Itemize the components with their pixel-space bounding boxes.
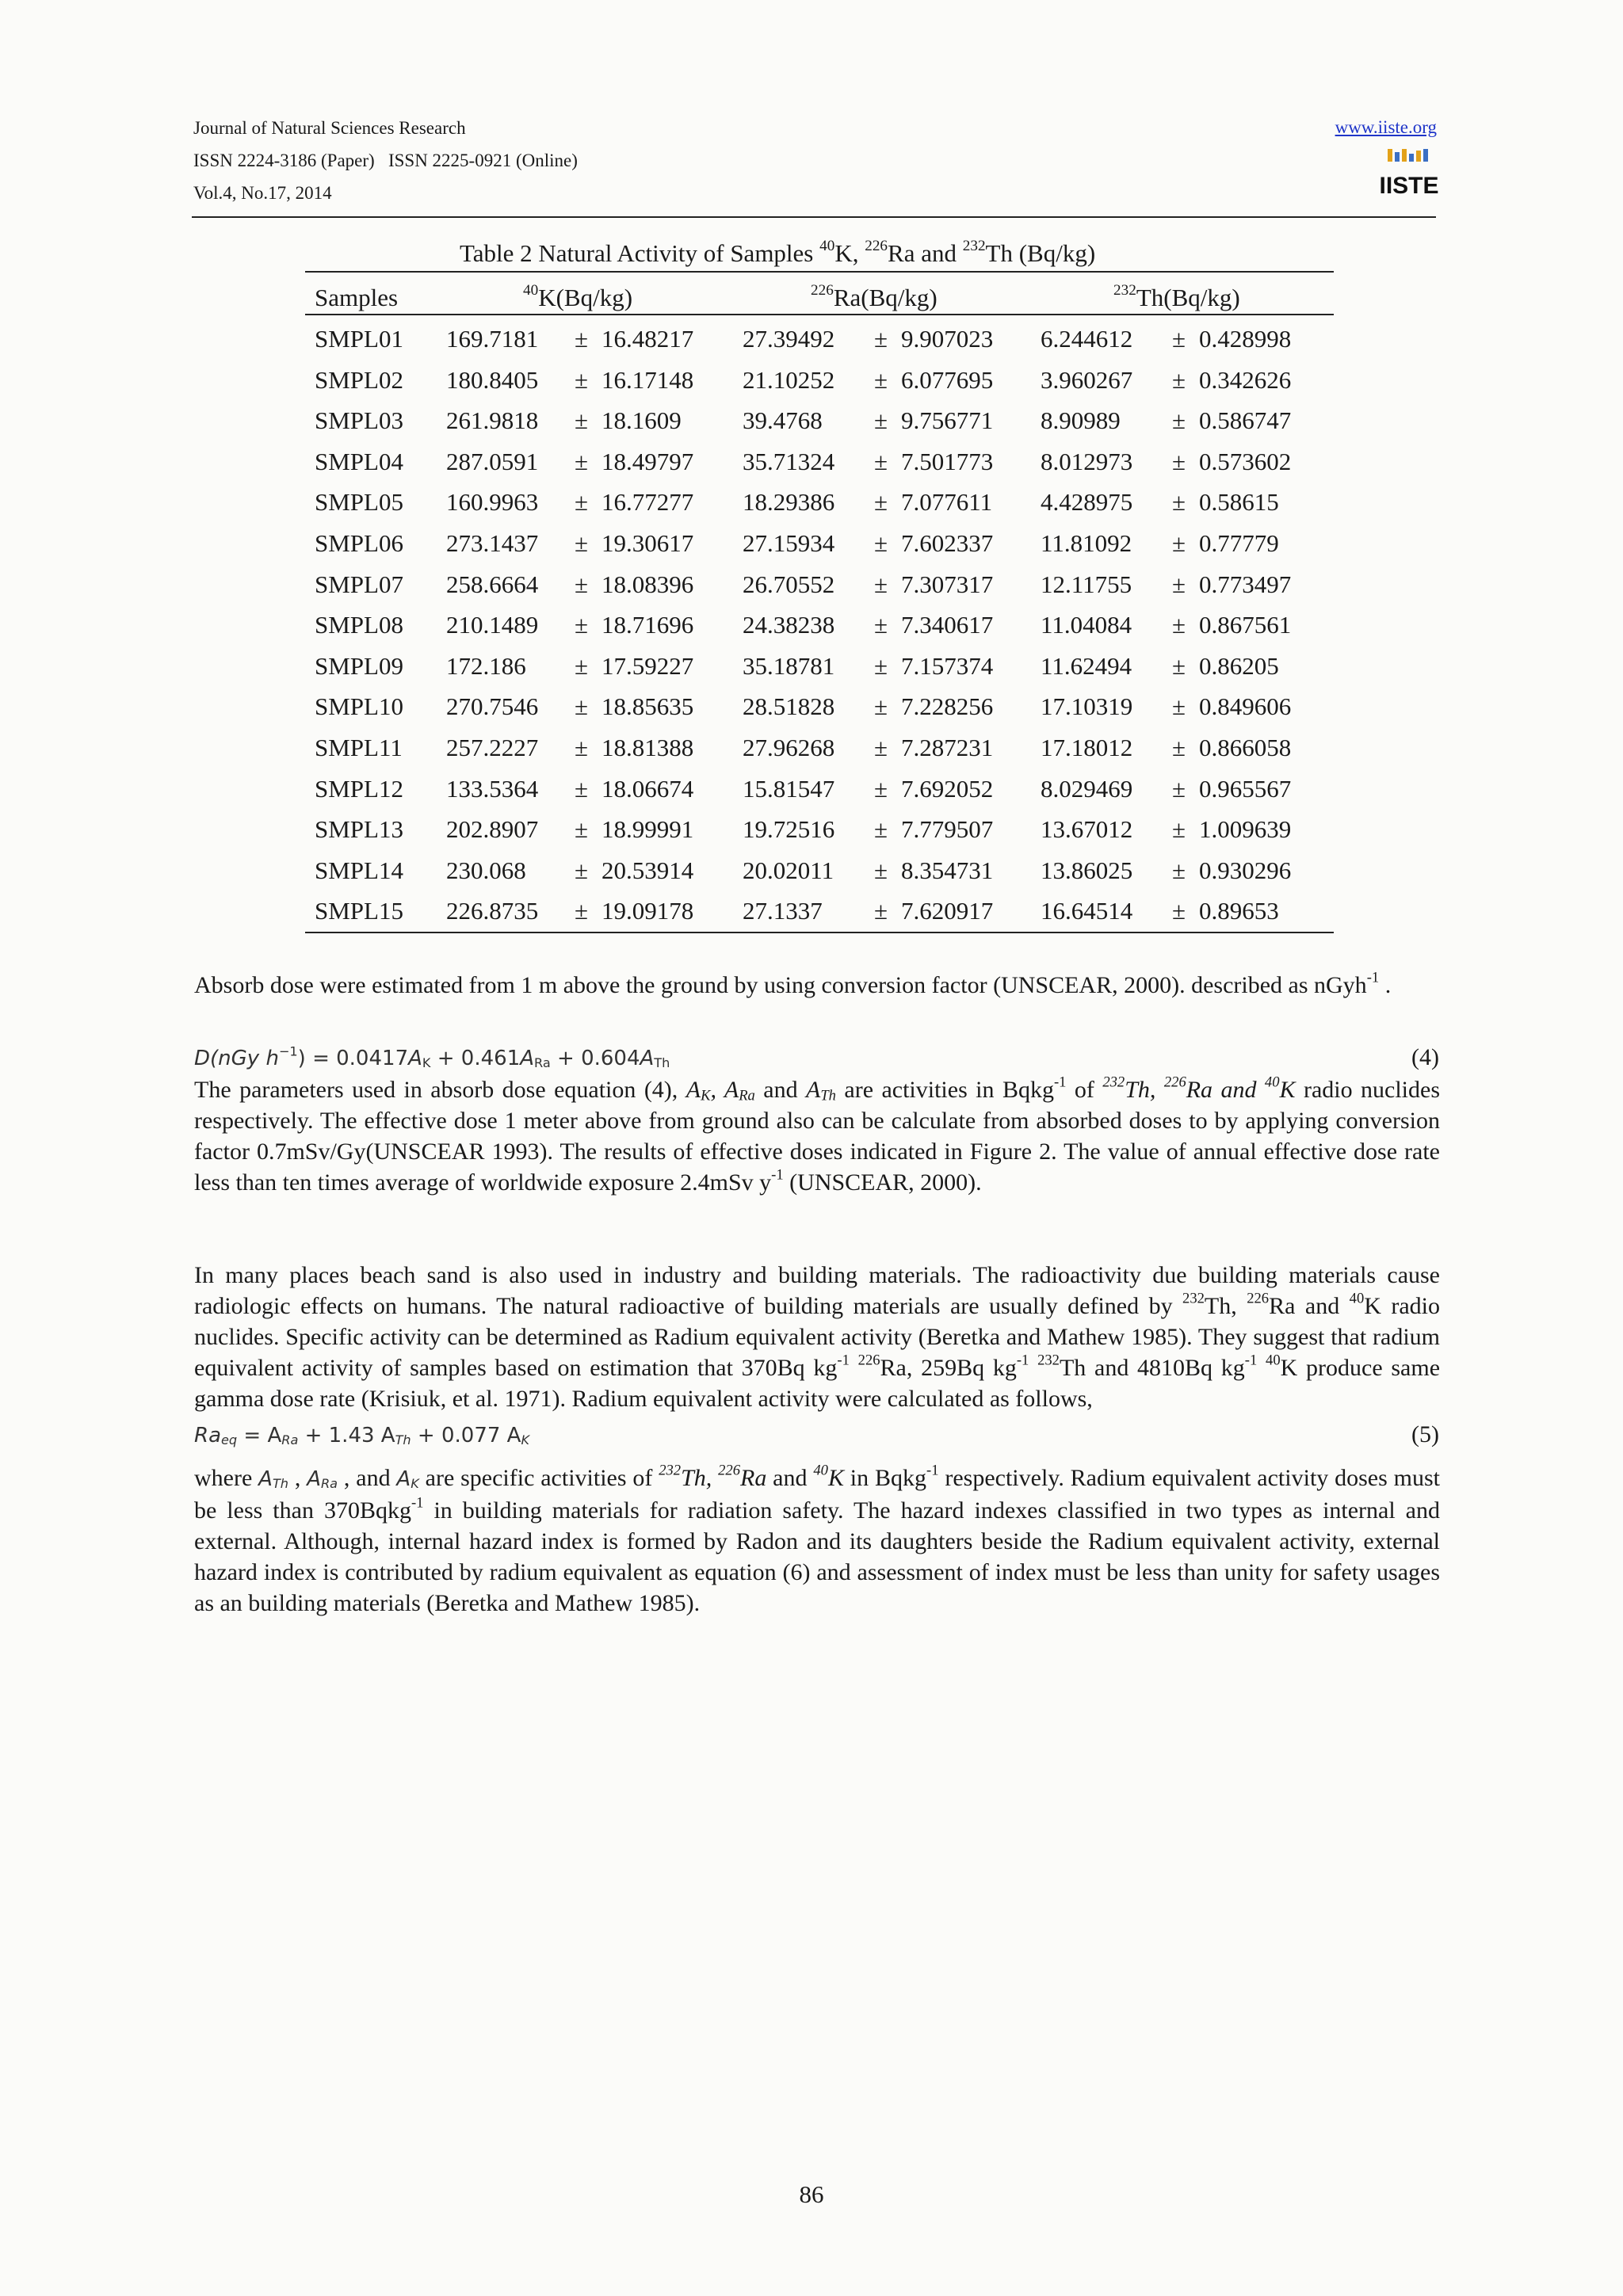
th-value-cell: 4.428975: [1041, 488, 1133, 517]
plus-minus-sign: ±: [874, 570, 888, 598]
plus-minus-sign: ±: [1172, 897, 1186, 925]
ra-value-cell: 39.4768: [743, 406, 823, 435]
plus-minus-sign: ±: [874, 774, 888, 803]
k-value-cell: 180.8405: [446, 365, 539, 394]
header-samples: Samples: [315, 284, 399, 311]
sample-id-cell: SMPL01: [315, 325, 403, 353]
ra-error-cell: 7.228256: [901, 692, 994, 721]
equation-4-number: (4): [1411, 1044, 1439, 1070]
table-row: [305, 400, 1334, 441]
ra-error-cell: 7.779507: [901, 815, 994, 844]
equation-5: $Ra_{eq} = A_{Ra} + 1.43$ $A_{Th} + 0.077$ $A_K$: [194, 1424, 530, 1448]
th-error-cell: 0.58615: [1199, 488, 1279, 517]
ra-value-cell: 27.96268: [743, 734, 835, 761]
th-error-cell: 0.86205: [1199, 651, 1279, 680]
table-row: [305, 727, 1334, 769]
sample-id-cell: SMPL10: [315, 692, 403, 721]
th-error-cell: 0.428998: [1199, 325, 1292, 353]
plus-minus-sign: ±: [874, 611, 888, 639]
sample-id-cell: SMPL05: [315, 488, 403, 517]
sample-id-cell: SMPL03: [315, 406, 403, 435]
k-error-cell: 16.77277: [601, 488, 694, 517]
sample-id-cell: SMPL15: [315, 897, 403, 925]
k-value-cell: 257.2227: [446, 734, 539, 761]
plus-minus-sign: ±: [1172, 856, 1186, 884]
ra-error-cell: 7.692052: [901, 774, 994, 803]
paragraph-absorbed-dose: Absorb dose were estimated from 1 m above the ground by using conversion factor (UNSCEAR, 2000). described as nGyh$^{-1}$ .: [194, 969, 1392, 998]
th-error-cell: 1.009639: [1199, 815, 1292, 844]
plus-minus-sign: ±: [874, 856, 888, 884]
table-caption: Table 2 Natural Activity of Samples $^{40}$K, $^{226}$Ra and $^{232}$Th (Bq/kg): [460, 238, 1096, 267]
plus-minus-sign: ±: [1172, 529, 1186, 557]
plus-minus-sign: ±: [874, 406, 888, 435]
k-value-cell: 133.5364: [446, 774, 539, 803]
paragraph-radium-equivalent: where $A_{Th}$ , $A_{Ra}$ , and $A_K$ are specific activities of $^{232}$Th, $^{226}$Ra and $^{40}$K in Bqkg$^{-1}$ respectively. Radium equivalent activity doses must be less than 370Bqkg$^{-1}$ in building materials for radiation safety. The hazard indexes classified in two types as internal and external. Although, internal hazard index is formed by Radon and its daughters beside the Radium equivalent activity, external hazard index is contributed by radium equivalent as equation (6) and assessment of index must be less than unity for safety usages as an building materials (Beretka and Mathew 1985).: [194, 1462, 1441, 1616]
plus-minus-sign: ±: [1172, 611, 1186, 639]
table-top-rule: [305, 271, 1334, 273]
ra-value-cell: 27.39492: [743, 325, 835, 353]
plus-minus-sign: ±: [874, 447, 888, 475]
table-row: [305, 482, 1334, 523]
th-value-cell: 16.64514: [1041, 897, 1133, 925]
paragraph-parameters: The parameters used in absorb dose equation (4), $A_K$, $A_{Ra}$ and $A_{Th}$ are activities in Bqkg$^{-1}$ of $^{232}$Th, $^{226}$Ra and $^{40}$K radio nuclides respectively. The effective dose 1 meter above from ground also can be calculate from absorbed doses to by applying conversion factor 0.7mSv/Gy(UNSCEAR 1993). The results of effective doses indicated in Figure 2. The value of annual effective dose rate less than ten times average of worldwide exposure 2.4mSv $y^{-1}$ (UNSCEAR, 2000).: [194, 1074, 1441, 1196]
k-error-cell: 18.1609: [601, 406, 682, 435]
table-row: [305, 646, 1334, 687]
paragraph-building-materials: In many places beach sand is also used in industry and building materials. The radioactivity due building materials cause radiologic effects on humans. The natural radioactive of building materials are usually defined by $^{232}$Th, $^{226}$Ra and $^{40}$K radio nuclides. Specific activity can be determined as Radium equivalent activity (Beretka and Mathew 1985). They suggest that radium equivalent activity of samples based on estimation that 370Bq $kg^{-1}$ $^{226}$Ra, 259Bq $kg^{-1}$ $^{232}$Th and 4810Bq $kg^{-1}$ $^{40}$K produce same gamma dose rate (Krisiuk, et al. 1971). Radium equivalent activity were calculated as follows,: [194, 1262, 1441, 1412]
th-error-cell: 0.573602: [1199, 447, 1292, 475]
header-k: $^{40}$K(Bq/kg): [523, 282, 633, 311]
ra-value-cell: 27.15934: [743, 529, 835, 557]
th-value-cell: 13.67012: [1041, 815, 1133, 844]
th-value-cell: 11.81092: [1041, 529, 1132, 557]
th-error-cell: 0.849606: [1199, 692, 1292, 721]
equation-4: D(nGy $h^{-1}) = 0.0417A_K + 0.461A_{Ra} + 0.604A_{Th}$: [194, 1043, 670, 1071]
table-bottom-rule: [305, 932, 1334, 933]
ra-error-cell: 9.907023: [901, 325, 994, 353]
ra-error-cell: 7.077611: [901, 488, 993, 517]
plus-minus-sign: ±: [575, 856, 589, 884]
k-error-cell: 18.06674: [601, 774, 694, 803]
th-value-cell: 12.11755: [1041, 570, 1132, 598]
k-value-cell: 270.7546: [446, 692, 539, 721]
journal-issn: ISSN 2224-3186 (Paper) ISSN 2225-0921 (Online): [193, 151, 578, 170]
plus-minus-sign: ±: [575, 488, 589, 517]
plus-minus-sign: ±: [575, 611, 589, 639]
table-row: [305, 809, 1334, 850]
th-error-cell: 0.773497: [1199, 570, 1292, 598]
ra-error-cell: 7.340617: [901, 611, 994, 639]
k-error-cell: 18.08396: [601, 570, 694, 598]
plus-minus-sign: ±: [874, 815, 888, 844]
plus-minus-sign: ±: [575, 325, 589, 353]
plus-minus-sign: ±: [874, 692, 888, 721]
header-ra: $^{226}$Ra(Bq/kg): [811, 282, 938, 311]
plus-minus-sign: ±: [575, 897, 589, 925]
k-value-cell: 160.9963: [446, 488, 539, 517]
ra-value-cell: 15.81547: [743, 774, 835, 803]
plus-minus-sign: ±: [874, 325, 888, 353]
ra-error-cell: 9.756771: [901, 406, 994, 435]
sample-id-cell: SMPL07: [315, 570, 403, 598]
plus-minus-sign: ±: [874, 529, 888, 557]
k-value-cell: 230.068: [446, 856, 526, 884]
ra-value-cell: 35.18781: [743, 651, 835, 680]
plus-minus-sign: ±: [575, 365, 589, 394]
th-error-cell: 0.89653: [1199, 897, 1279, 925]
th-error-cell: 0.866058: [1199, 734, 1292, 761]
k-error-cell: 16.17148: [601, 365, 694, 394]
table-row: [305, 318, 1334, 360]
ra-value-cell: 19.72516: [743, 815, 835, 844]
ra-value-cell: 27.1337: [743, 897, 823, 925]
th-error-cell: 0.930296: [1199, 856, 1292, 884]
plus-minus-sign: ±: [575, 447, 589, 475]
k-value-cell: 172.186: [446, 651, 526, 680]
plus-minus-sign: ±: [1172, 447, 1186, 475]
ra-error-cell: 7.620917: [901, 897, 994, 925]
plus-minus-sign: ±: [575, 734, 589, 761]
ra-value-cell: 18.29386: [743, 488, 835, 517]
th-value-cell: 17.18012: [1041, 734, 1133, 761]
k-error-cell: 18.99991: [601, 815, 694, 844]
plus-minus-sign: ±: [1172, 570, 1186, 598]
plus-minus-sign: ±: [874, 651, 888, 680]
k-error-cell: 16.48217: [601, 325, 694, 353]
k-value-cell: 287.0591: [446, 447, 539, 475]
th-value-cell: 8.029469: [1041, 774, 1133, 803]
sample-id-cell: SMPL13: [315, 815, 403, 844]
plus-minus-sign: ±: [1172, 774, 1186, 803]
plus-minus-sign: ±: [575, 406, 589, 435]
k-value-cell: 210.1489: [446, 611, 539, 639]
plus-minus-sign: ±: [1172, 325, 1186, 353]
ra-error-cell: 7.501773: [901, 447, 994, 475]
k-error-cell: 19.30617: [601, 529, 694, 557]
k-value-cell: 202.8907: [446, 815, 539, 844]
table-header-rule: [305, 314, 1334, 315]
th-error-cell: 0.342626: [1199, 365, 1292, 394]
ra-error-cell: 7.157374: [901, 651, 994, 680]
plus-minus-sign: ±: [1172, 406, 1186, 435]
plus-minus-sign: ±: [1172, 651, 1186, 680]
k-error-cell: 20.53914: [601, 856, 694, 884]
k-value-cell: 273.1437: [446, 529, 539, 557]
header-rule: [192, 216, 1436, 218]
table-header-row: [305, 277, 1334, 318]
sample-id-cell: SMPL02: [315, 365, 403, 394]
ra-value-cell: 21.10252: [743, 365, 835, 394]
table-row: [305, 686, 1334, 727]
k-value-cell: 261.9818: [446, 406, 539, 435]
sample-id-cell: SMPL11: [315, 734, 403, 761]
ra-error-cell: 6.077695: [901, 365, 994, 394]
journal-website-link[interactable]: www.iiste.org: [1335, 117, 1437, 137]
plus-minus-sign: ±: [874, 897, 888, 925]
page-number: 86: [799, 2180, 824, 2208]
iiste-logo: [1379, 147, 1439, 203]
plus-minus-sign: ±: [1172, 692, 1186, 721]
ra-value-cell: 24.38238: [743, 611, 835, 639]
k-error-cell: 19.09178: [601, 897, 694, 925]
sample-id-cell: SMPL06: [315, 529, 403, 557]
table-row: [305, 891, 1334, 932]
sample-id-cell: SMPL09: [315, 651, 403, 680]
ra-error-cell: 8.354731: [901, 856, 994, 884]
sample-id-cell: SMPL04: [315, 447, 403, 475]
plus-minus-sign: ±: [1172, 365, 1186, 394]
table-row: [305, 441, 1334, 482]
ra-value-cell: 20.02011: [743, 856, 834, 884]
sample-id-cell: SMPL08: [315, 611, 403, 639]
header-th: $^{232}$Th(Bq/kg): [1113, 282, 1240, 311]
ra-error-cell: 7.307317: [901, 570, 994, 598]
th-value-cell: 3.960267: [1041, 365, 1133, 394]
k-error-cell: 18.49797: [601, 447, 694, 475]
th-value-cell: 13.86025: [1041, 856, 1133, 884]
sample-id-cell: SMPL14: [315, 856, 403, 884]
plus-minus-sign: ±: [575, 529, 589, 557]
th-error-cell: 0.867561: [1199, 611, 1292, 639]
k-error-cell: 18.71696: [601, 611, 694, 639]
plus-minus-sign: ±: [575, 815, 589, 844]
plus-minus-sign: ±: [874, 488, 888, 517]
th-error-cell: 0.586747: [1199, 406, 1292, 435]
ra-value-cell: 28.51828: [743, 692, 835, 721]
sample-id-cell: SMPL12: [315, 774, 403, 803]
th-value-cell: 6.244612: [1041, 325, 1133, 353]
plus-minus-sign: ±: [575, 570, 589, 598]
plus-minus-sign: ±: [575, 774, 589, 803]
th-value-cell: 11.04084: [1041, 611, 1132, 639]
plus-minus-sign: ±: [1172, 815, 1186, 844]
plus-minus-sign: ±: [874, 734, 888, 761]
th-value-cell: 8.90989: [1041, 406, 1121, 435]
k-value-cell: 226.8735: [446, 897, 539, 925]
ra-value-cell: 35.71324: [743, 447, 835, 475]
ra-error-cell: 7.287231: [901, 734, 994, 761]
plus-minus-sign: ±: [575, 692, 589, 721]
th-value-cell: 8.012973: [1041, 447, 1133, 475]
table-row: [305, 564, 1334, 605]
k-error-cell: 18.81388: [601, 734, 694, 761]
table-row: [305, 605, 1334, 646]
plus-minus-sign: ±: [575, 651, 589, 680]
th-error-cell: 0.965567: [1199, 774, 1292, 803]
th-error-cell: 0.77779: [1199, 529, 1279, 557]
plus-minus-sign: ±: [1172, 734, 1186, 761]
table-row: [305, 850, 1334, 891]
table-row: [305, 769, 1334, 810]
k-error-cell: 18.85635: [601, 692, 694, 721]
th-value-cell: 11.62494: [1041, 651, 1132, 680]
svg-text:IISTE: IISTE: [1379, 173, 1439, 199]
journal-name: Journal of Natural Sciences Research: [193, 118, 466, 138]
k-value-cell: 258.6664: [446, 570, 539, 598]
th-value-cell: 17.10319: [1041, 692, 1133, 721]
plus-minus-sign: ±: [1172, 488, 1186, 517]
table-row: [305, 360, 1334, 401]
k-value-cell: 169.7181: [446, 325, 539, 353]
journal-volume: Vol.4, No.17, 2014: [193, 183, 332, 203]
ra-error-cell: 7.602337: [901, 529, 994, 557]
table-row: [305, 523, 1334, 564]
plus-minus-sign: ±: [874, 365, 888, 394]
ra-value-cell: 26.70552: [743, 570, 835, 598]
equation-5-number: (5): [1411, 1421, 1439, 1447]
k-error-cell: 17.59227: [601, 651, 694, 680]
